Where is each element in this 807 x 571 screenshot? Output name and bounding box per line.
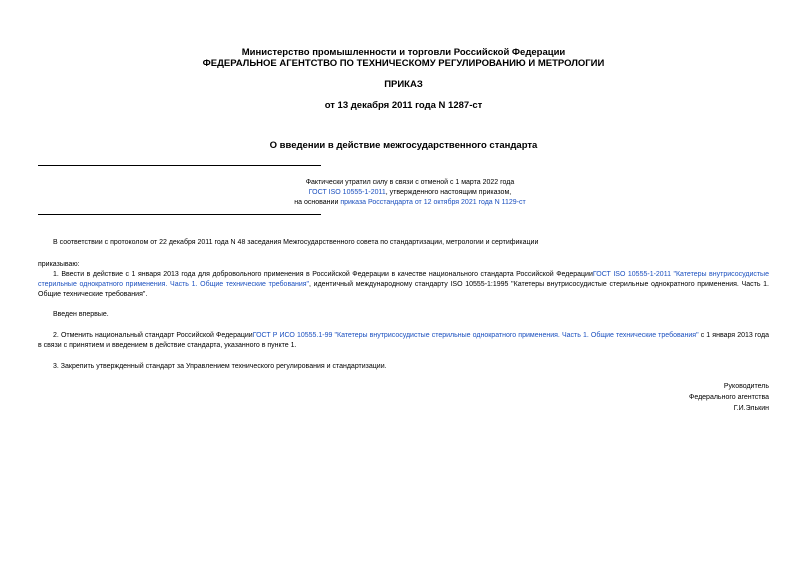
status-note-line2-text: , утвержденного настоящим приказом, <box>385 189 512 196</box>
order-word: приказываю: <box>38 261 80 268</box>
document-subject: О введении в действие межгосударственного стандарта <box>269 140 538 151</box>
status-note-line3 <box>260 198 560 208</box>
status-note <box>260 178 560 208</box>
item-2-paragraph <box>38 331 769 351</box>
ministry-title: Министерство промышленности и торговли Российской Федерации <box>241 47 566 58</box>
item-2-text-a: 2. Отменить национальный стандарт Российской Федерации <box>53 332 253 339</box>
agency-title: ФЕДЕРАЛЬНОЕ АГЕНТСТВО ПО ТЕХНИЧЕСКОМУ РЕГУЛИРОВАНИЮ И МЕТРОЛОГИИ <box>202 58 605 69</box>
document-date-number: от 13 декабря 2011 года N 1287-ст <box>324 100 483 111</box>
status-note-line1: Фактически утратил силу в связи с отменой с 1 марта 2022 года <box>305 179 515 186</box>
item-3-paragraph: 3. Закрепить утвержденный стандарт за Управлением технического регулирования и стандартизации. <box>53 363 387 370</box>
item-2-text-b: с 1 января 2013 года в связи с принятием и введением в действие стандарта, указанного в пункте 1. <box>38 332 769 349</box>
top-divider <box>38 165 321 166</box>
item-1-paragraph <box>38 270 769 300</box>
introduced-first-note: Введен впервые. <box>53 311 109 318</box>
item-1-text-a: 1. Ввести в действие с 1 января 2013 года для добровольного применения в Российской Федерации в качестве национального стандарта Российской Федерации <box>53 271 593 278</box>
status-note-standard-link[interactable]: ГОСТ ISO 10555-1-2011 <box>308 189 386 196</box>
bottom-divider <box>38 214 321 215</box>
status-note-line3-text: на основании <box>294 199 341 206</box>
signature-title-2: Федерального агентства <box>689 394 769 401</box>
item-1-text-b: , идентичный международному стандарту ISO 10555-1:1995 "Катетеры внутрисосудистые стерильные однократного применения. Часть 1. Общие технические требования". <box>38 281 769 298</box>
item-2-standard-link[interactable]: ГОСТ Р ИСО 10555.1-99 "Катетеры внутрисосудистые стерильные однократного применения. Часть 1. Общие технические требования" <box>252 332 699 339</box>
signature-title-1: Руководитель <box>723 383 769 390</box>
signature-block <box>569 381 769 414</box>
intro-paragraph: В соответствии с протоколом от 22 декабря 2011 года N 48 заседания Межгосударственного совета по стандартизации, метрологии и сертификации <box>53 239 539 246</box>
status-note-order-link[interactable]: приказа Росстандарта от 12 октября 2021 года N 1129-ст <box>340 199 526 206</box>
status-note-line2 <box>260 188 560 198</box>
document-type: ПРИКАЗ <box>384 79 423 90</box>
item-1-standard-link[interactable]: ГОСТ ISO 10555-1-2011 "Катетеры внутрисосудистые стерильные однократного применения. Часть 1. Общие технические требования" <box>38 271 769 288</box>
signature-name: Г.И.Элькин <box>733 405 769 412</box>
